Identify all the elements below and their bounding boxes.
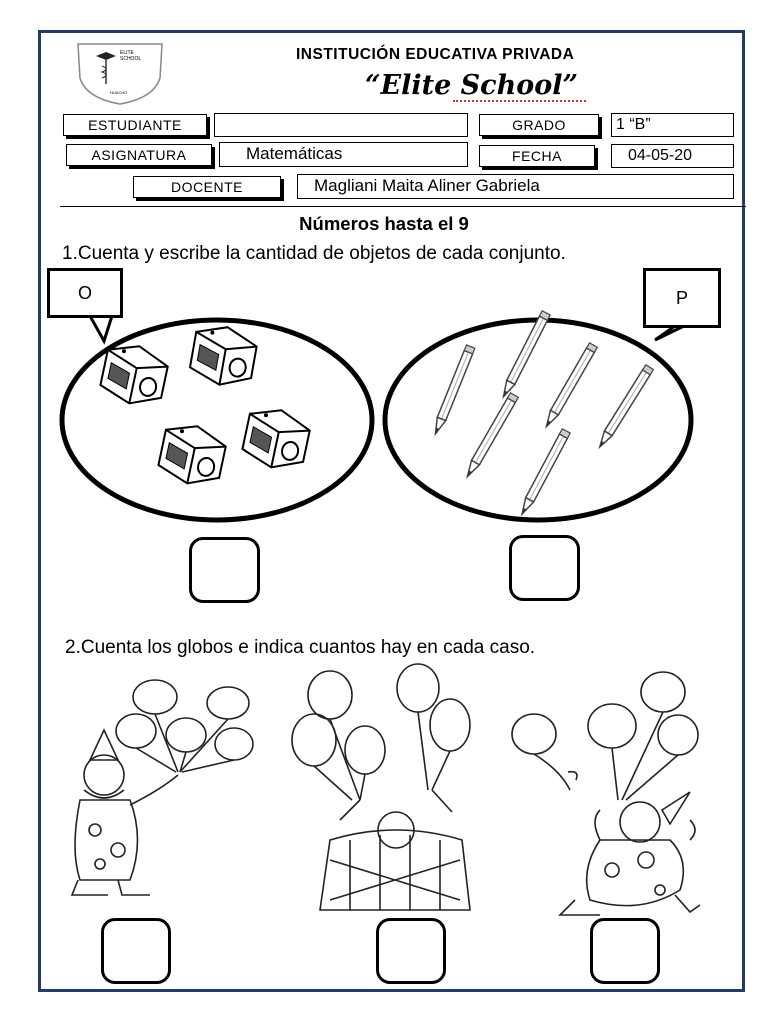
answer-box-clown-1[interactable] — [101, 918, 171, 984]
logo-text-line1: ELITE — [120, 50, 134, 56]
answer-box-clown-2[interactable] — [376, 918, 446, 984]
subject-label: ASIGNATURA — [66, 144, 212, 166]
date-label: FECHA — [479, 145, 595, 167]
date-value: 04-05-20 — [628, 147, 693, 164]
exercise1-instruction: 1.Cuenta y escribe la cantidad de objetos de cada conjunto. — [62, 243, 566, 264]
set-label-O-text: O — [77, 283, 92, 303]
student-label: ESTUDIANTE — [63, 114, 207, 136]
answer-box-clown-3[interactable] — [590, 918, 660, 984]
set-label-P-text: P — [675, 288, 688, 308]
teacher-label: DOCENTE — [133, 176, 281, 198]
worksheet-title: Números hasta el 9 — [299, 213, 469, 234]
teacher-value: Magliani Maita Aliner Gabriela — [314, 176, 540, 195]
institution-name: INSTITUCIÓN EDUCATIVA PRIVADA — [296, 46, 575, 63]
subject-value: Matemáticas — [246, 144, 343, 163]
exercise2-instruction: 2.Cuenta los globos e indica cuantos hay en cada caso. — [65, 637, 536, 658]
clown-with-balloons-icon — [512, 672, 700, 915]
logo-city: HUACHO — [110, 90, 128, 95]
clown-with-balloons-icon — [292, 664, 470, 910]
logo-text-line2: SCHOOL — [120, 56, 142, 62]
grade-value: 1 “B” — [616, 116, 651, 133]
grade-label: GRADO — [479, 114, 599, 136]
clown-with-balloons-icon — [72, 680, 253, 895]
school-name: “Elite School” — [365, 70, 579, 101]
